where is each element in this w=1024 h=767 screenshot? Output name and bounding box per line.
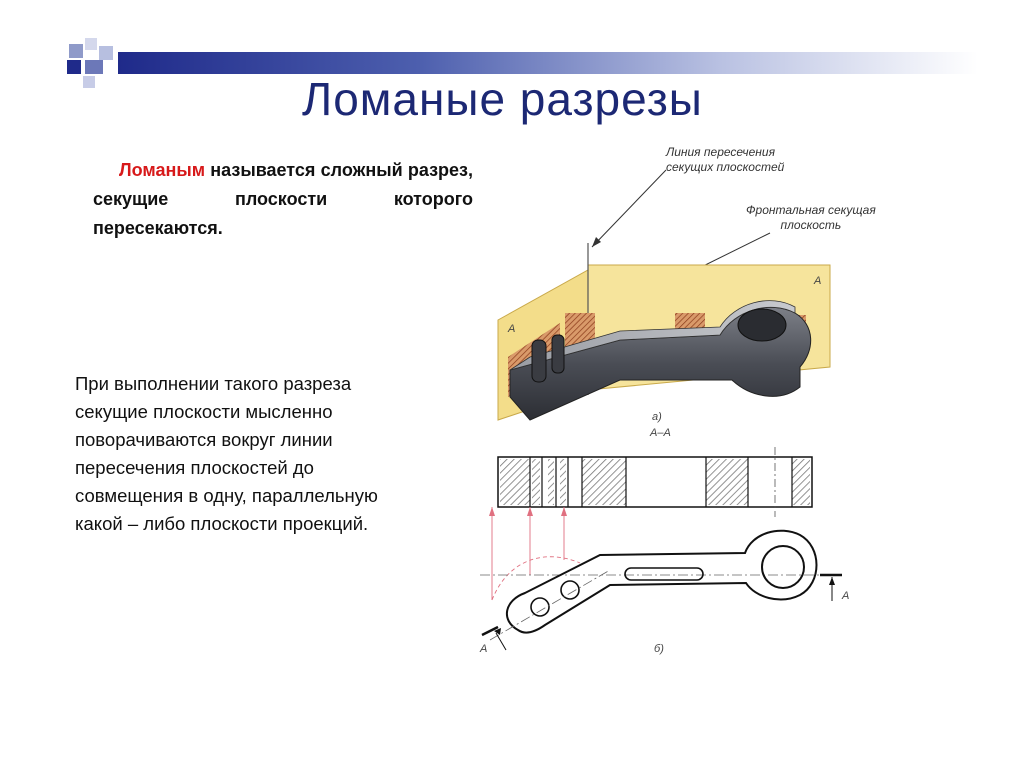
section-hatch (706, 459, 748, 505)
section-hatch (582, 459, 626, 505)
caption-a: а) (652, 411, 662, 423)
section-hatch (548, 459, 554, 505)
cut-label-right: А (842, 590, 850, 602)
plan-view-ring-hole (762, 546, 804, 588)
isometric-part-hole (738, 309, 786, 341)
cut-arrow-left (496, 633, 506, 650)
technical-figure (470, 135, 900, 670)
definition-rest: называется сложный разрез, секущие плоскости которого пересекаются. (93, 160, 473, 238)
plane-label-right: А (814, 275, 822, 287)
isometric-part-bore (552, 335, 564, 373)
explanation-text (75, 370, 475, 538)
page-title: Ломаные разрезы (302, 73, 703, 125)
explanation-line: пересечения плоскостей до (75, 457, 314, 478)
callout-frontal-plane: Фронтальная секущая плоскость (746, 203, 876, 232)
section-view-outline (498, 457, 812, 507)
caption-b: б) (654, 643, 664, 655)
plan-view-hole (531, 598, 549, 616)
isometric-part-bore (532, 340, 546, 382)
explanation-line: какой – либо плоскости проекций. (75, 513, 369, 534)
title-squares-decoration (55, 38, 125, 98)
section-label: А–А (650, 427, 671, 439)
callout-leader-line (592, 170, 666, 247)
explanation-line: секущие плоскости мысленно (75, 401, 333, 422)
definition-term: Ломаным (119, 160, 206, 180)
explanation-line: При выполнении такого разреза (75, 373, 352, 394)
explanation-line: совмещения в одну, параллельную (75, 485, 378, 506)
section-hatch (532, 459, 540, 505)
section-hatch (500, 459, 530, 505)
section-hatch (792, 459, 810, 505)
section-hatch (560, 459, 566, 505)
plan-view-slot (625, 568, 703, 580)
cut-label-left: А (480, 643, 488, 655)
definition-text (93, 156, 473, 243)
projection-lines (492, 507, 564, 600)
plane-label-left: А (508, 323, 516, 335)
plan-view-outline (507, 531, 817, 633)
callout-intersection: Линия пересечения секущих плоскостей (666, 145, 785, 174)
arrowhead-icon (829, 577, 835, 585)
title-bar-decoration (118, 52, 978, 74)
explanation-line: поворачиваются вокруг линии (75, 429, 333, 450)
